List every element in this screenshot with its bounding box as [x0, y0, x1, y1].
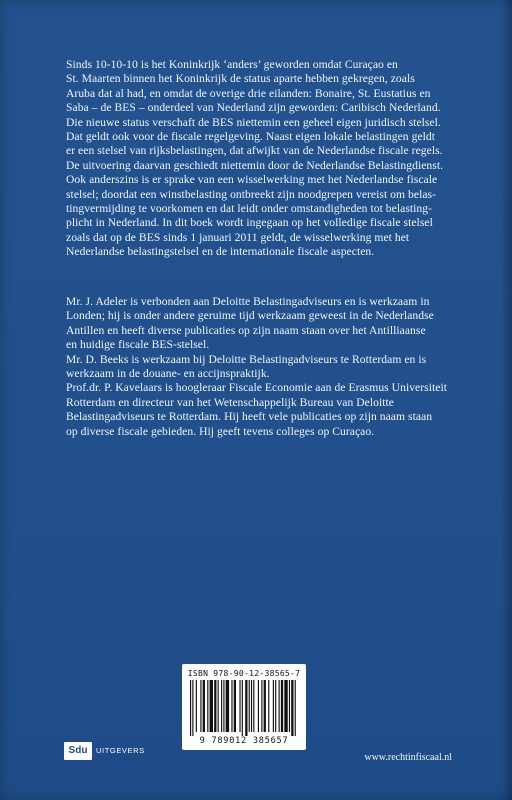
author-line: Prof.dr. P. Kavelaars is hoogleraar Fiscale Economie aan de Erasmus Universiteit: [66, 381, 448, 395]
blurb-line: St. Maarten binnen het Koninkrijk de status aparte hebben gekregen, zoals: [66, 72, 415, 86]
author-line: werkzaam in de douane- en accijnspraktijk.: [66, 367, 270, 381]
blurb-line: Aruba dat al had, en omdat de overige drie eilanden: Bonaire, St. Eustatius en: [66, 86, 431, 100]
barcode-bar: [261, 680, 262, 732]
barcode-bar: [218, 680, 219, 732]
blurb-line: De uitvoering daarvan geschiedt niettemin door de Nederlandse Belastingdienst.: [66, 158, 444, 172]
blurb-line: stelsel; doordat een winstbelasting ontbreekt zijn noodgrepen vereist om belas-: [66, 187, 437, 201]
publisher-name: UITGEVERS: [96, 746, 145, 755]
author-bios: [66, 295, 466, 439]
publisher-mark: Sdu: [64, 742, 92, 760]
author-line: Rotterdam en directeur van het Wetenschappelijk Bureau van Deloitte: [66, 395, 394, 409]
barcode-bar: [210, 680, 213, 732]
barcode-bar: [234, 680, 236, 732]
spine-edge-shadow: [502, 0, 512, 800]
barcode-bar: [251, 680, 252, 732]
barcode-bar: [207, 680, 208, 732]
barcode-bar: [196, 680, 197, 732]
barcode-bar: [231, 680, 232, 732]
blurb-line: Sinds 10-10-10 is het Koninkrijk ‘anders’ geworden omdat Curaçao en: [66, 58, 398, 71]
barcode-bar: [275, 680, 276, 732]
barcode-bar: [264, 680, 266, 732]
blurb-line: Nederlandse belastingstelsel en de internationale fiscale aspecten.: [66, 245, 375, 259]
barcode-label: [182, 664, 306, 750]
blurb-line: Saba – de BES – onderdeel van Nederland zijn geworden: Caribisch Nederland.: [66, 101, 441, 115]
author-line: op diverse fiscale gebieden. Hij geeft tevens colleges op Curaçao.: [66, 424, 375, 438]
barcode-bar: [249, 680, 250, 732]
blurb-line: Ook anderszins is er sprake van een wisselwerking met het Nederlandse fiscale: [66, 173, 438, 187]
author-line: Mr. J. Adeler is verbonden aan Deloitte Belastingadviseurs en is werkzaam in: [66, 295, 430, 308]
barcode-bar: [291, 680, 293, 736]
author-line: Antillen en heeft diverse publicaties op zijn naam staan over het Antilliaanse: [66, 323, 426, 337]
blurb-text: [66, 58, 466, 260]
barcode-bar: [190, 680, 191, 736]
barcode-digits: 9 789012 385657: [199, 736, 289, 746]
blurb-line: Dat geldt ook voor de fiscale regelgeving. Naast eigen lokale belastingen geldt: [66, 130, 436, 144]
barcode-bar: [279, 680, 280, 732]
barcode-bar: [245, 680, 247, 736]
barcode-bar: [268, 680, 269, 732]
barcode-icon: [188, 680, 300, 736]
blurb-line: zoals dat op de BES sinds 1 januari 2011 geldt, de wisselwerking met het: [66, 230, 410, 244]
barcode-bar: [242, 680, 243, 736]
barcode-bar: [200, 680, 201, 732]
barcode-bar: [226, 680, 229, 732]
barcode-bar: [214, 680, 216, 732]
blurb-line: tingvermijding te voorkomen en dat leidt onder omstandigheden tot belasting-: [66, 202, 433, 216]
barcode-bar: [289, 680, 290, 732]
barcode-bar: [203, 680, 205, 732]
author-line: en huidige fiscale BES-stelsel.: [66, 338, 210, 352]
author-line: Belastingadviseurs te Rotterdam. Hij heeft vele publicaties op zijn naam staan: [66, 410, 433, 424]
author-line: Londen; hij is onder andere geruime tijd werkzaam geweest in de Nederlandse: [66, 309, 434, 323]
blurb-line: Die nieuwe status verschaft de BES niettemin een geheel eigen juridisch stelsel.: [66, 115, 441, 129]
barcode-bar: [281, 680, 283, 732]
author-line: Mr. D. Beeks is werkzaam bij Deloitte Belastingadviseurs te Rotterdam en is: [66, 352, 427, 366]
isbn-number: ISBN 978-90-12-38565-7: [187, 669, 301, 678]
blurb-line: er een stelsel van rijksbelastingen, dat afwijkt van de Nederlandse fiscale regels.: [66, 144, 443, 158]
barcode-bar: [284, 680, 287, 732]
barcode-bar: [192, 680, 193, 736]
publisher-logo: [64, 742, 145, 760]
website-url: www.rechtinfiscaal.nl: [364, 752, 452, 763]
barcode-bar: [253, 680, 254, 732]
barcode-bar: [239, 680, 240, 732]
barcode-bar: [273, 680, 274, 732]
barcode-bar: [258, 680, 259, 732]
barcode-bar: [223, 680, 224, 732]
barcode-bar: [221, 680, 222, 732]
blurb-line: plicht in Nederland. In dit boek wordt ingegaan op het volledige fiscale stelsel: [66, 216, 433, 230]
barcode-bar: [295, 680, 296, 736]
